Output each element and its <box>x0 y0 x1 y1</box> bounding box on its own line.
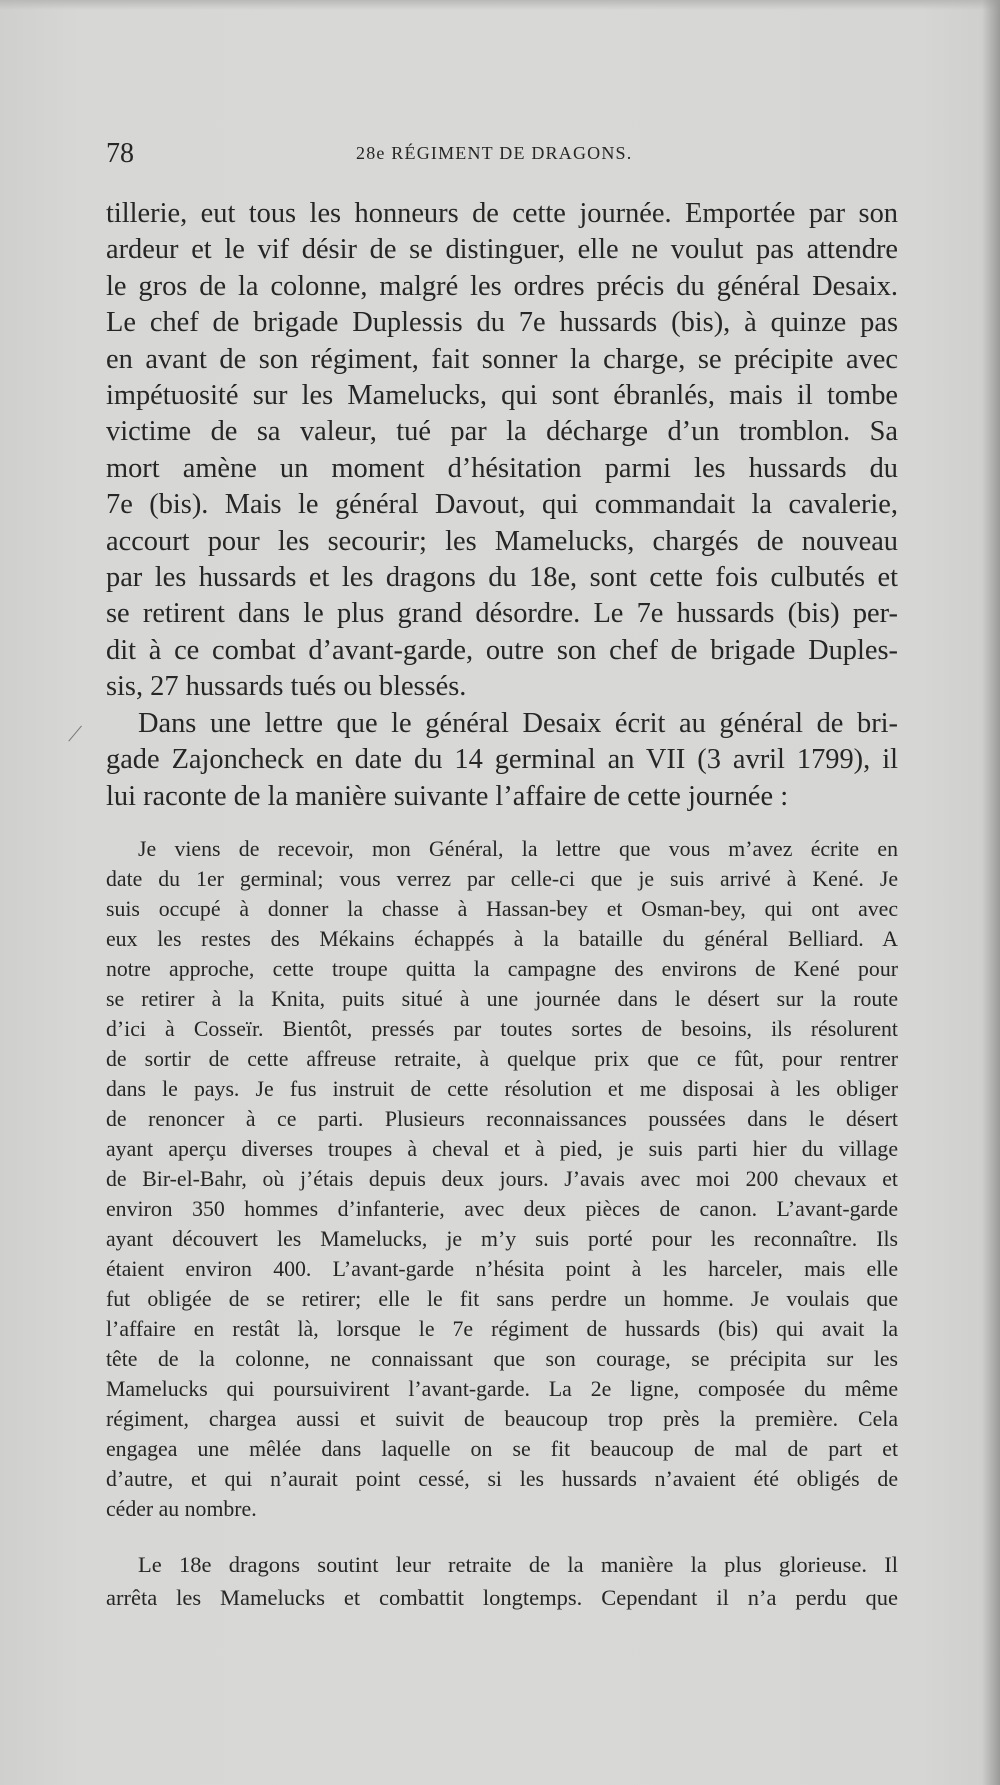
running-header <box>106 138 906 174</box>
text-line: se retirent dans le plus grand désordre. Le 7e hussards (bis) per- <box>106 598 898 630</box>
quote-line: se retirer à la Knita, puits situé à une journée dans le désert sur la route <box>106 987 898 1011</box>
quote-line: tête de la colonne, ne connaissant que son courage, se précipita sur les <box>106 1347 898 1371</box>
quote-line: suis occupé à donner la chasse à Hassan-bey et Osman-bey, qui ont avec <box>106 897 898 921</box>
text-line: en avant de son régiment, fait sonner la charge, se précipite avec <box>106 343 898 375</box>
paragraph-closing <box>106 1548 898 1614</box>
page-top-shadow <box>0 0 1000 10</box>
text-line: mort amène un moment d’hésitation parmi les hussards du <box>106 452 898 484</box>
text-line: Dans une lettre que le général Desaix écrit au général de bri- <box>138 708 898 739</box>
text-line: dit à ce combat d’avant-garde, outre son chef de brigade Duples- <box>106 634 898 666</box>
text-line: accourt pour les secourir; les Mamelucks, chargés de nouveau <box>106 525 898 557</box>
text-line: 7e (bis). Mais le général Davout, qui commandait la cavalerie, <box>106 489 898 521</box>
text-line: impétuosité sur les Mamelucks, qui sont ébranlés, mais il tombe <box>106 380 898 412</box>
quote-line: environ 350 hommes d’infanterie, avec deux pièces de canon. L’avant-garde <box>106 1197 898 1221</box>
margin-pencil-mark <box>68 726 92 751</box>
text-line: tillerie, eut tous les honneurs de cette journée. Emportée par son <box>106 198 898 229</box>
quote-line: eux les restes des Mékains échappés à la bataille du général Belliard. A <box>106 927 898 951</box>
text-line: gade Zajoncheck en date du 14 germinal an VII (3 avril 1799), il <box>106 744 898 776</box>
quote-line: de renoncer à ce parti. Plusieurs reconnaissances poussées dans le désert <box>106 1107 898 1131</box>
quote-line: date du 1er germinal; vous verrez par celle-ci que je suis arrivé à Kené. Je <box>106 867 898 891</box>
quote-line: d’autre, et qui n’aurait point cessé, si les hussards n’avaient été obligés de <box>106 1467 898 1491</box>
quote-line: fut obligée de se retirer; elle le fit sans perdre un homme. Je voulais que <box>106 1287 898 1311</box>
quote-line: céder au nombre. <box>106 1497 257 1521</box>
quote-line: ayant découvert les Mamelucks, je m’y suis porté pour les reconnaître. Ils <box>106 1227 898 1251</box>
page-number: 78 <box>106 138 134 169</box>
text-line: arrêta les Mamelucks et combattit longtemps. Cependant il n’a perdu que <box>106 1585 898 1610</box>
text-line: Le 18e dragons soutint leur retraite de la manière la plus glorieuse. Il <box>138 1552 898 1577</box>
text-line: victime de sa valeur, tué par la décharge d’un tromblon. Sa <box>106 416 898 448</box>
quote-line: Je viens de recevoir, mon Général, la lettre que vous m’avez écrite en <box>138 837 898 861</box>
text-line: lui raconte de la manière suivante l’affaire de cette journée : <box>106 780 789 812</box>
text-line: par les hussards et les dragons du 18e, sont cette fois culbutés et <box>106 562 898 594</box>
quote-line: étaient environ 400. L’avant-garde n’hésita point à les harceler, mais elle <box>106 1257 898 1281</box>
text-line: ardeur et le vif désir de se distinguer, elle ne voulut pas attendre <box>106 234 898 266</box>
quote-line: Mamelucks qui poursuivirent l’avant-garde. La 2e ligne, composée du même <box>106 1377 898 1401</box>
text-line: le gros de la colonne, malgré les ordres précis du général Desaix. <box>106 270 898 302</box>
quote-line: de Bir-el-Bahr, où j’étais depuis deux jours. J’avais avec moi 200 chevaux et <box>106 1167 898 1191</box>
paragraph-narrative <box>106 196 898 706</box>
quote-line: d’ici à Cosseïr. Bientôt, pressés par toutes sortes de besoins, ils résolurent <box>106 1017 898 1041</box>
text-line: sis, 27 hussards tués ou blessés. <box>106 671 467 703</box>
text-line: Le chef de brigade Duplessis du 7e hussards (bis), à quinze pas <box>106 307 898 339</box>
quote-line: ayant aperçu diverses troupes à cheval et à pied, je suis parti hier du village <box>106 1137 898 1161</box>
paragraph-letter-intro <box>106 706 898 815</box>
quote-line: de sortir de cette affreuse retraite, à quelque prix que ce fût, pour rentrer <box>106 1047 898 1071</box>
quote-line: dans le pays. Je fus instruit de cette résolution et me disposai à les obliger <box>106 1077 898 1101</box>
page-binding-shadow <box>982 0 1000 1785</box>
quoted-letter <box>106 834 898 1524</box>
running-title: 28e RÉGIMENT DE DRAGONS. <box>356 143 633 163</box>
quote-line: engagea une mêlée dans laquelle on se fit beaucoup de mal de part et <box>106 1437 898 1461</box>
quote-line: notre approche, cette troupe quitta la campagne des environs de Kené pour <box>106 957 898 981</box>
quote-line: l’affaire en restât là, lorsque le 7e régiment de hussards (bis) qui avait la <box>106 1317 898 1341</box>
quote-line: régiment, chargea aussi et suivit de beaucoup trop près la première. Cela <box>106 1407 898 1431</box>
